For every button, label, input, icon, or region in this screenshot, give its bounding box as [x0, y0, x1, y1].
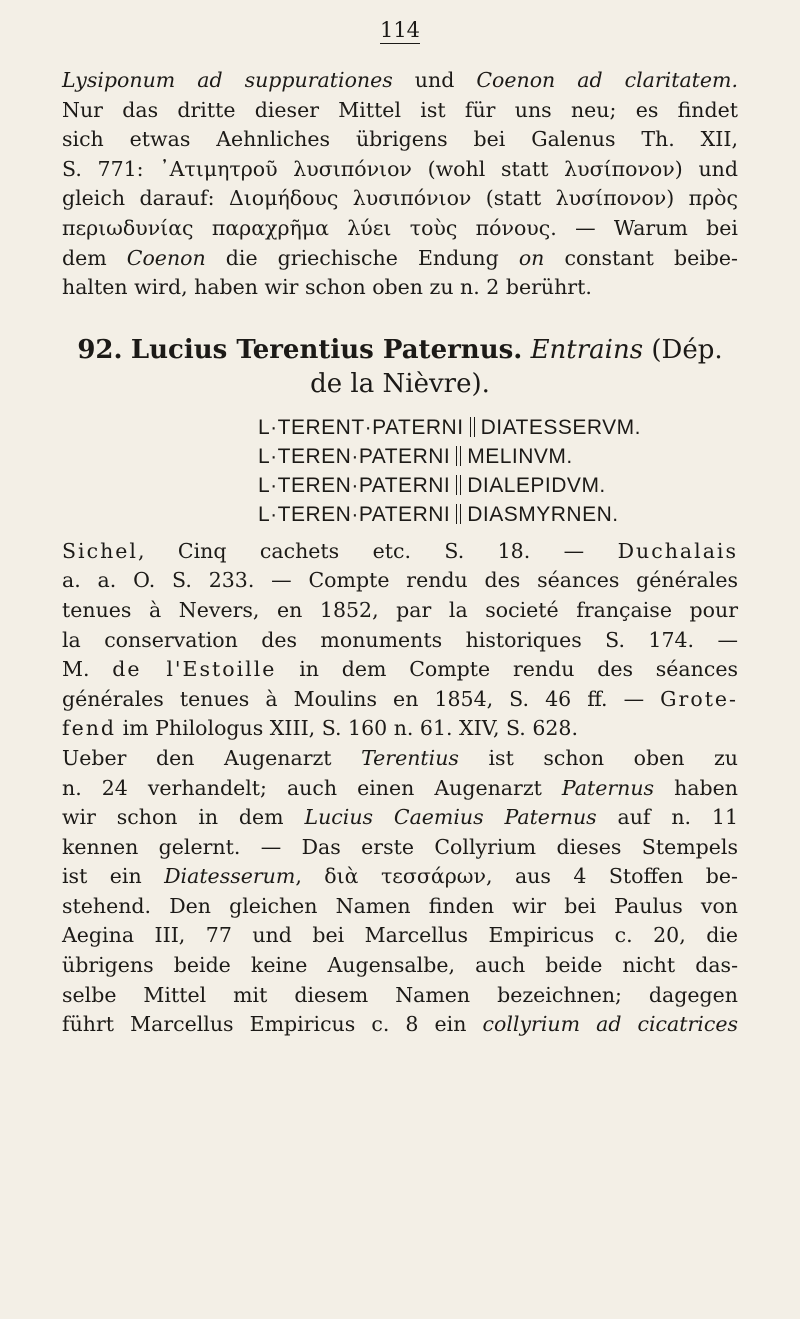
text-segment: Lysiponum ad suppurationes	[62, 68, 393, 92]
text-line	[62, 744, 738, 774]
paragraph-1	[62, 66, 738, 303]
inscription-line	[258, 413, 738, 442]
greek-text: Διομήδους λυσιπόνιον	[228, 186, 472, 211]
text-segment: a. a. O. S. 233. — Compte rendu des séances générales	[62, 568, 738, 593]
text-body	[62, 66, 738, 1040]
inscription-line	[258, 442, 738, 471]
text-segment: ) und	[674, 156, 739, 181]
greek-text: διὰ τεσσάρων	[324, 864, 486, 889]
text-segment: in dem Compte rendu des séances	[276, 657, 738, 682]
page-number: 114	[379, 18, 421, 42]
greek-text: πρὸς	[688, 186, 738, 211]
text-segment: Aegina III, 77 und bei Marcellus Empiricus c. 20, die	[62, 923, 738, 948]
inscription-remedy: DIASMYRNEN.	[467, 502, 619, 526]
findspot: Entrains	[530, 334, 644, 365]
inscription-divider	[470, 417, 475, 437]
text-segment: ,	[295, 864, 325, 889]
text-segment: )	[666, 186, 689, 211]
inscription-remedy: DIALEPIDVM.	[467, 473, 606, 497]
text-segment: im Philologus XIII, S. 160 n. 61. XIV, S. 628.	[116, 716, 578, 741]
text-segment: constant beibe-	[544, 245, 738, 270]
heading-line-1	[62, 333, 738, 367]
text-segment: führt Marcellus Empiricus c. 8 ein	[62, 1012, 483, 1037]
paragraph-3	[62, 744, 738, 1040]
text-line	[62, 862, 738, 892]
section-heading	[62, 333, 738, 401]
inscription-line	[258, 471, 738, 500]
text-line	[62, 981, 738, 1011]
text-line	[62, 566, 738, 596]
text-segment: selbe Mittel mit diesem Namen bezeichnen; dagegen	[62, 982, 738, 1007]
text-segment: Nur das dritte dieser Mittel ist für uns neu; es findet	[62, 97, 738, 122]
text-segment: Sichel	[62, 538, 138, 563]
text-segment: Terentius	[361, 745, 459, 770]
region-part-1: (Dép.	[651, 334, 723, 365]
text-segment: Duchalais	[617, 538, 738, 563]
text-segment: sich etwas Aehnliches übrigens bei Galenus Th. XII,	[62, 127, 738, 152]
inscription-line	[258, 500, 738, 529]
text-segment: haben	[654, 775, 738, 800]
text-segment: halten wird, haben wir schon oben zu n. 2 berührt.	[62, 275, 592, 300]
paragraph-2	[62, 537, 738, 744]
text-segment: (statt	[471, 186, 556, 211]
text-segment: stehend. Den gleichen Namen finden wir bei Paulus von	[62, 893, 738, 918]
text-segment: générales tenues à Moulins en 1854, S. 46 ff. —	[62, 686, 661, 711]
greek-text: λυσίπονον	[564, 156, 675, 181]
text-line	[62, 803, 738, 833]
text-segment: und	[392, 68, 477, 92]
text-line	[62, 66, 738, 96]
text-segment: . — Warum bei	[550, 215, 738, 240]
text-segment: gleich darauf:	[62, 186, 229, 211]
text-segment: Lucius Caemius Paternus	[304, 805, 597, 830]
inscription-divider	[456, 446, 461, 466]
text-segment: fend	[62, 716, 117, 741]
stamp-inscriptions	[258, 413, 738, 529]
text-line	[62, 892, 738, 922]
text-line	[62, 214, 738, 244]
text-segment: Grote-	[660, 686, 738, 711]
text-segment: auf n. 11	[596, 805, 739, 830]
section-name: Lucius Terentius Paternus.	[130, 334, 523, 365]
heading-line-2: de la Nièvre).	[310, 368, 490, 399]
text-line	[62, 655, 738, 685]
inscription-name: L·TEREN·PATERNI	[258, 444, 451, 468]
text-line	[62, 714, 738, 744]
text-segment: (wohl statt	[411, 156, 565, 181]
inscription-remedy: DIATESSERVM.	[480, 415, 641, 439]
text-segment: on	[518, 245, 545, 270]
text-line	[62, 921, 738, 951]
text-segment: ist ein	[62, 864, 165, 889]
inscription-remedy: MELINVM.	[467, 444, 573, 468]
inscription-divider	[456, 475, 461, 495]
text-segment: ist schon oben zu	[458, 745, 738, 770]
text-segment: la conservation des monuments historiques S. 174. —	[62, 627, 738, 652]
text-segment: S. 771:	[62, 156, 160, 181]
greek-text: ᾿Ατιμητροῦ λυσιπόνιον	[159, 156, 412, 181]
text-segment: dem	[62, 245, 127, 270]
text-segment: tenues à Nevers, en 1852, par la societé française pour	[62, 597, 738, 622]
text-segment: Paternus	[561, 775, 655, 800]
text-line	[62, 537, 738, 567]
text-segment: , Cinq cachets etc. S. 18. —	[137, 538, 618, 563]
text-line	[62, 125, 738, 155]
text-segment: übrigens beide keine Augensalbe, auch beide nicht das-	[62, 953, 738, 978]
section-number: 92.	[77, 334, 123, 365]
text-line	[62, 951, 738, 981]
text-line	[62, 596, 738, 626]
text-segment: wir schon in dem	[62, 805, 305, 830]
text-line	[62, 96, 738, 126]
inscription-name: L·TEREN·PATERNI	[258, 502, 451, 526]
text-segment: Ueber den Augenarzt	[62, 745, 362, 770]
text-segment: collyrium ad cicatrices	[482, 1012, 738, 1037]
greek-text: λυσίπονον	[555, 186, 667, 211]
text-segment: Coenon	[126, 245, 206, 270]
text-line	[62, 244, 738, 274]
text-segment: , aus 4 Stoffen be-	[485, 864, 738, 889]
text-line	[62, 833, 738, 863]
inscription-name: L·TERENT·PATERNI	[258, 415, 464, 439]
text-line	[62, 184, 738, 214]
text-segment: Coenon ad claritatem.	[476, 68, 738, 92]
text-line	[62, 685, 738, 715]
text-line	[62, 1010, 738, 1040]
text-line	[62, 155, 738, 185]
text-segment: n. 24 verhandelt; auch einen Augenarzt	[62, 775, 562, 800]
inscription-divider	[456, 504, 461, 524]
text-line	[62, 626, 738, 656]
text-segment: M.	[62, 657, 113, 682]
text-segment: kennen gelernt. — Das erste Collyrium dieses Stempels	[62, 834, 738, 859]
text-segment: Diatesserum	[164, 864, 296, 889]
greek-text: περιωδυνίας παραχρῆμα λύει τοὺς πόνους	[62, 215, 551, 240]
text-segment: de l'Estoille	[112, 657, 277, 682]
inscription-name: L·TEREN·PATERNI	[258, 473, 451, 497]
text-line	[62, 273, 738, 303]
text-segment: die griechische Endung	[205, 245, 519, 270]
text-line	[62, 774, 738, 804]
